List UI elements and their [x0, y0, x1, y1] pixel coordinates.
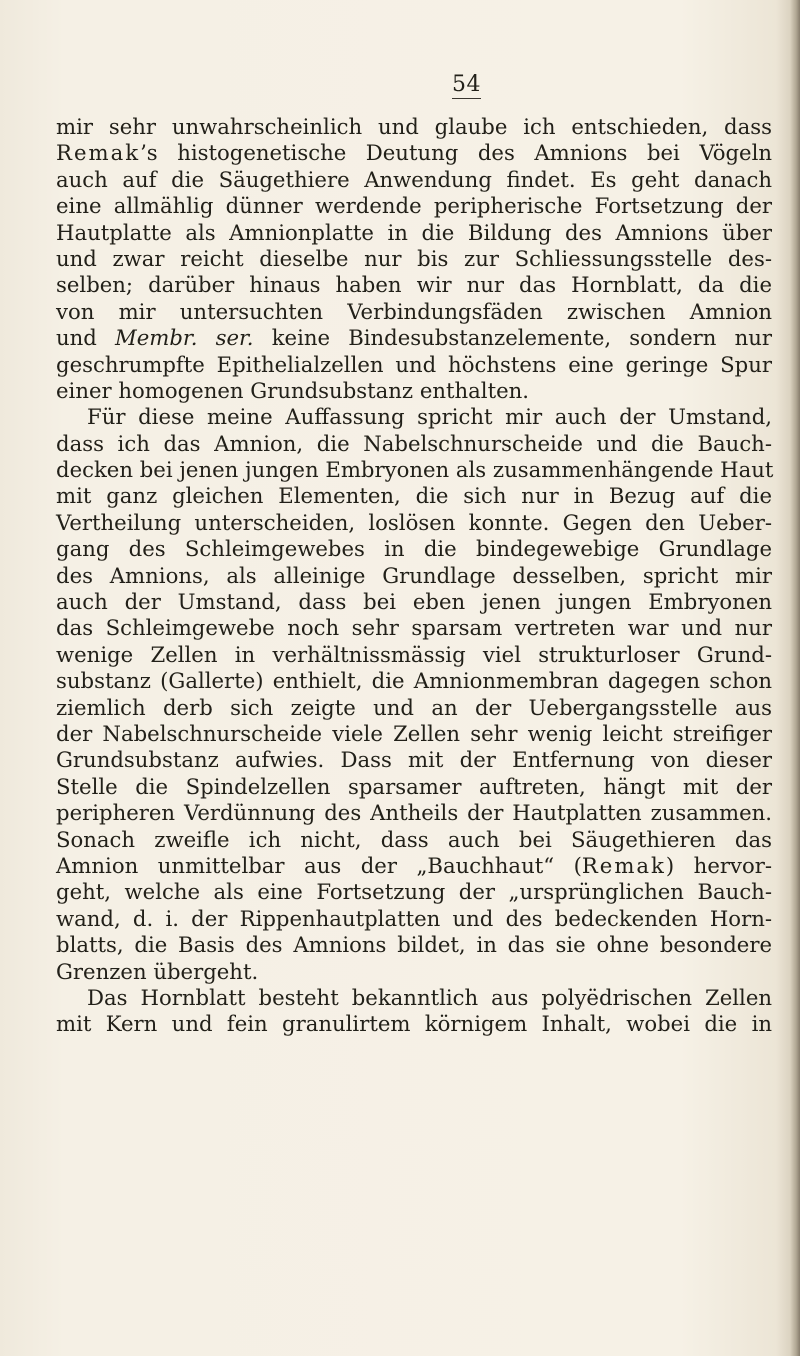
- text-line-2: Remak’s histogenetische Deutung des Amnions bei Vögeln: [56, 140, 772, 166]
- text-line-1: mir sehr unwahrscheinlich und glaube ich entschieden, dass: [56, 114, 772, 139]
- text-line-31: wand, d. i. der Rippenhautplatten und des bedeckenden Horn-: [56, 905, 772, 931]
- text-line-16: Vertheilung unterscheiden, loslösen konnte. Gegen den Ueber-: [56, 509, 772, 535]
- text-line-3: auch auf die Säugethiere Anwendung findet. Es geht danach: [56, 166, 772, 192]
- page-edge-shadow: [790, 0, 800, 1356]
- text-line-20: das Schleimgewebe noch sehr sparsam vertreten war und nur: [56, 615, 772, 641]
- page-number: 54: [452, 72, 481, 97]
- text-line-33: Grenzen übergeht.: [56, 958, 259, 984]
- text-line-23: ziemlich derb sich zeigte und an der Uebergangsstelle aus: [56, 694, 772, 720]
- text-line-7: selben; darüber hinaus haben wir nur das Hornblatt, da die: [56, 272, 772, 298]
- text-line-13: dass ich das Amnion, die Nabelschnurscheide und die Bauch-: [56, 430, 772, 456]
- text-line-26: Stelle die Spindelzellen sparsamer auftreten, hängt mit der: [56, 773, 772, 799]
- text-line-18: des Amnions, als alleinige Grundlage desselben, spricht mir: [56, 562, 772, 588]
- text-line-12: Für diese meine Auffassung spricht mir auch der Umstand,: [87, 404, 772, 430]
- italic-term: Membr. ser.: [115, 325, 254, 351]
- text-line-21: wenige Zellen in verhältnissmässig viel strukturloser Grund-: [56, 641, 772, 667]
- text-line-19: auch der Umstand, dass bei eben jenen jungen Embryonen: [56, 589, 772, 615]
- text-line-5: Hautplatte als Amnionplatte in die Bildung des Amnions über: [56, 219, 772, 245]
- text-line-9: und Membr. ser. keine Bindesubstanzelemente, sondern nur: [56, 325, 772, 351]
- author-name-remak: Remak: [56, 140, 141, 166]
- text-line-27: peripheren Verdünnung des Antheils der Hautplatten zusammen.: [56, 800, 772, 826]
- text-line-29: Amnion unmittelbar aus der „Bauchhaut“ (Remak) hervor-: [56, 852, 773, 878]
- text-line-10: geschrumpfte Epithelialzellen und höchstens eine geringe Spur: [56, 351, 772, 377]
- text-line-35: mit Kern und fein granulirtem körnigem Inhalt, wobei die in: [56, 1011, 772, 1037]
- text-line-25: Grundsubstanz aufwies. Dass mit der Entfernung von dieser: [56, 747, 772, 773]
- text-line-8: von mir untersuchten Verbindungsfäden zwischen Amnion: [56, 298, 772, 324]
- text-line-17: gang des Schleimgewebes in die bindegewebige Grundlage: [56, 536, 772, 562]
- text-line-32: blatts, die Basis des Amnions bildet, in das sie ohne besondere: [56, 932, 772, 958]
- text-line-30: geht, welche als eine Fortsetzung der „ursprünglichen Bauch-: [56, 879, 772, 905]
- text-line-14: decken bei jenen jungen Embryonen als zusammenhängende Haut: [56, 457, 774, 483]
- author-name-remak: Remak: [581, 852, 666, 878]
- text-line-4: eine allmählig dünner werdende peripherische Fortsetzung der: [56, 193, 772, 219]
- text-line-11: einer homogenen Grundsubstanz enthalten.: [56, 377, 530, 403]
- body-text: [56, 114, 772, 1038]
- text-line-24: der Nabelschnurscheide viele Zellen sehr wenig leicht streifiger: [56, 720, 772, 746]
- text-line-15: mit ganz gleichen Elementen, die sich nur in Bezug auf die: [56, 483, 772, 509]
- text-line-22: substanz (Gallerte) enthielt, die Amnionmembran dagegen schon: [56, 668, 772, 694]
- text-line-34: Das Hornblatt besteht bekanntlich aus polyëdrischen Zellen: [87, 984, 772, 1010]
- text-line-28: Sonach zweifle ich nicht, dass auch bei Säugethieren das: [56, 826, 772, 852]
- text-line-6: und zwar reicht dieselbe nur bis zur Schliessungsstelle des-: [56, 245, 772, 271]
